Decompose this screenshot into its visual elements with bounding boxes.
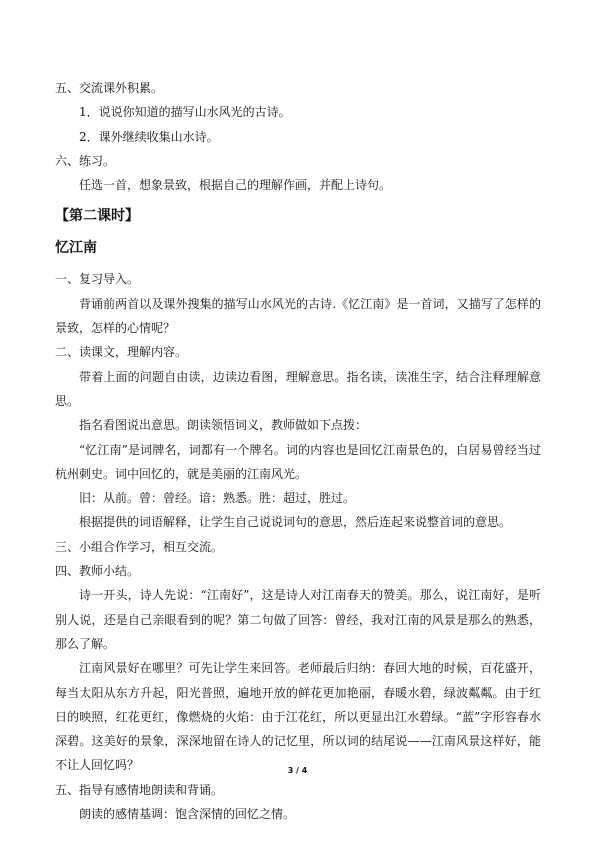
poem-title: 忆江南 xyxy=(55,240,97,257)
section-heading: 五、交流课外积累。 xyxy=(55,81,164,95)
page-number: 3 / 4 xyxy=(287,766,308,775)
paragraph: 指名看图说出意思。朗读领悟词义，教师做如下点拨： xyxy=(79,418,368,433)
paragraph: 任选一首，想象景致，根据自己的理解作画，并配上诗句。 xyxy=(79,178,392,193)
page-content xyxy=(55,76,541,826)
paragraph: 带着上面的问题自由读，边读边看图，理解意思。指名读，读准生字，结合注释理解意思。 xyxy=(55,369,541,408)
lesson-heading: 【第二课时】 xyxy=(55,208,139,225)
section-heading: 三、小组合作学习，相互交流。 xyxy=(55,539,224,554)
paragraph: 诗一开头，诗人先说：“江南好”，这是诗人对江南春天的赞美。那么，说江南好，是听别人说，还是自己亲眼看到的呢？第二句做了回答：曾经，我对江南的风景是那么的熟悉，那么了解。 xyxy=(55,588,541,651)
list-item: 1．说说你知道的描写山水风光的古诗。 xyxy=(79,105,291,120)
paragraph: “忆江南”是词牌名，词都有一个牌名。词的内容也是回忆江南景色的，白居易曾经当过杭州刺史。词中回忆的，就是美丽的江南风光。 xyxy=(55,442,541,481)
section-heading: 四、教师小结。 xyxy=(55,564,140,579)
paragraph: 旧：从前。曾：曾经。谙：熟悉。胜：超过，胜过。 xyxy=(79,491,356,506)
paragraph: 背诵前两首以及课外搜集的描写山水风光的古诗.《忆江南》是一首词，又描写了怎样的景致，怎样的心情呢？ xyxy=(55,296,541,336)
section-heading: 二、读课文，理解内容。 xyxy=(55,345,188,360)
paragraph: 根据提供的词语解释，让学生自己说说词句的意思，然后连起来说整首词的意思。 xyxy=(79,515,512,530)
section-heading: 五、指导有感情地朗读和背诵。 xyxy=(55,782,224,797)
section-heading: 六、练习。 xyxy=(55,153,116,168)
paragraph: 朗读的感情基调：饱含深情的回忆之情。 xyxy=(79,807,296,822)
section-heading: 一、复习导入。 xyxy=(55,272,140,287)
paragraph: 江南风景好在哪里？可先让学生来回答。老师最后归纳：春回大地的时候，百花盛开，每当太阳从东方升起，阳光普照，遍地开放的鲜花更加艳丽，春暖水碧，绿波粼粼。由于红日的映照，红花更红，像燃烧的火焰：由于江花红，所以更显出江水碧绿。“蓝”字形容春水深碧。这美好的景象，深深地留在诗人的记忆里，所以词的结尾说——江南风景这样好，能不让人回忆吗？ xyxy=(55,661,541,773)
list-item: 2．课外继续收集山水诗。 xyxy=(79,129,219,144)
